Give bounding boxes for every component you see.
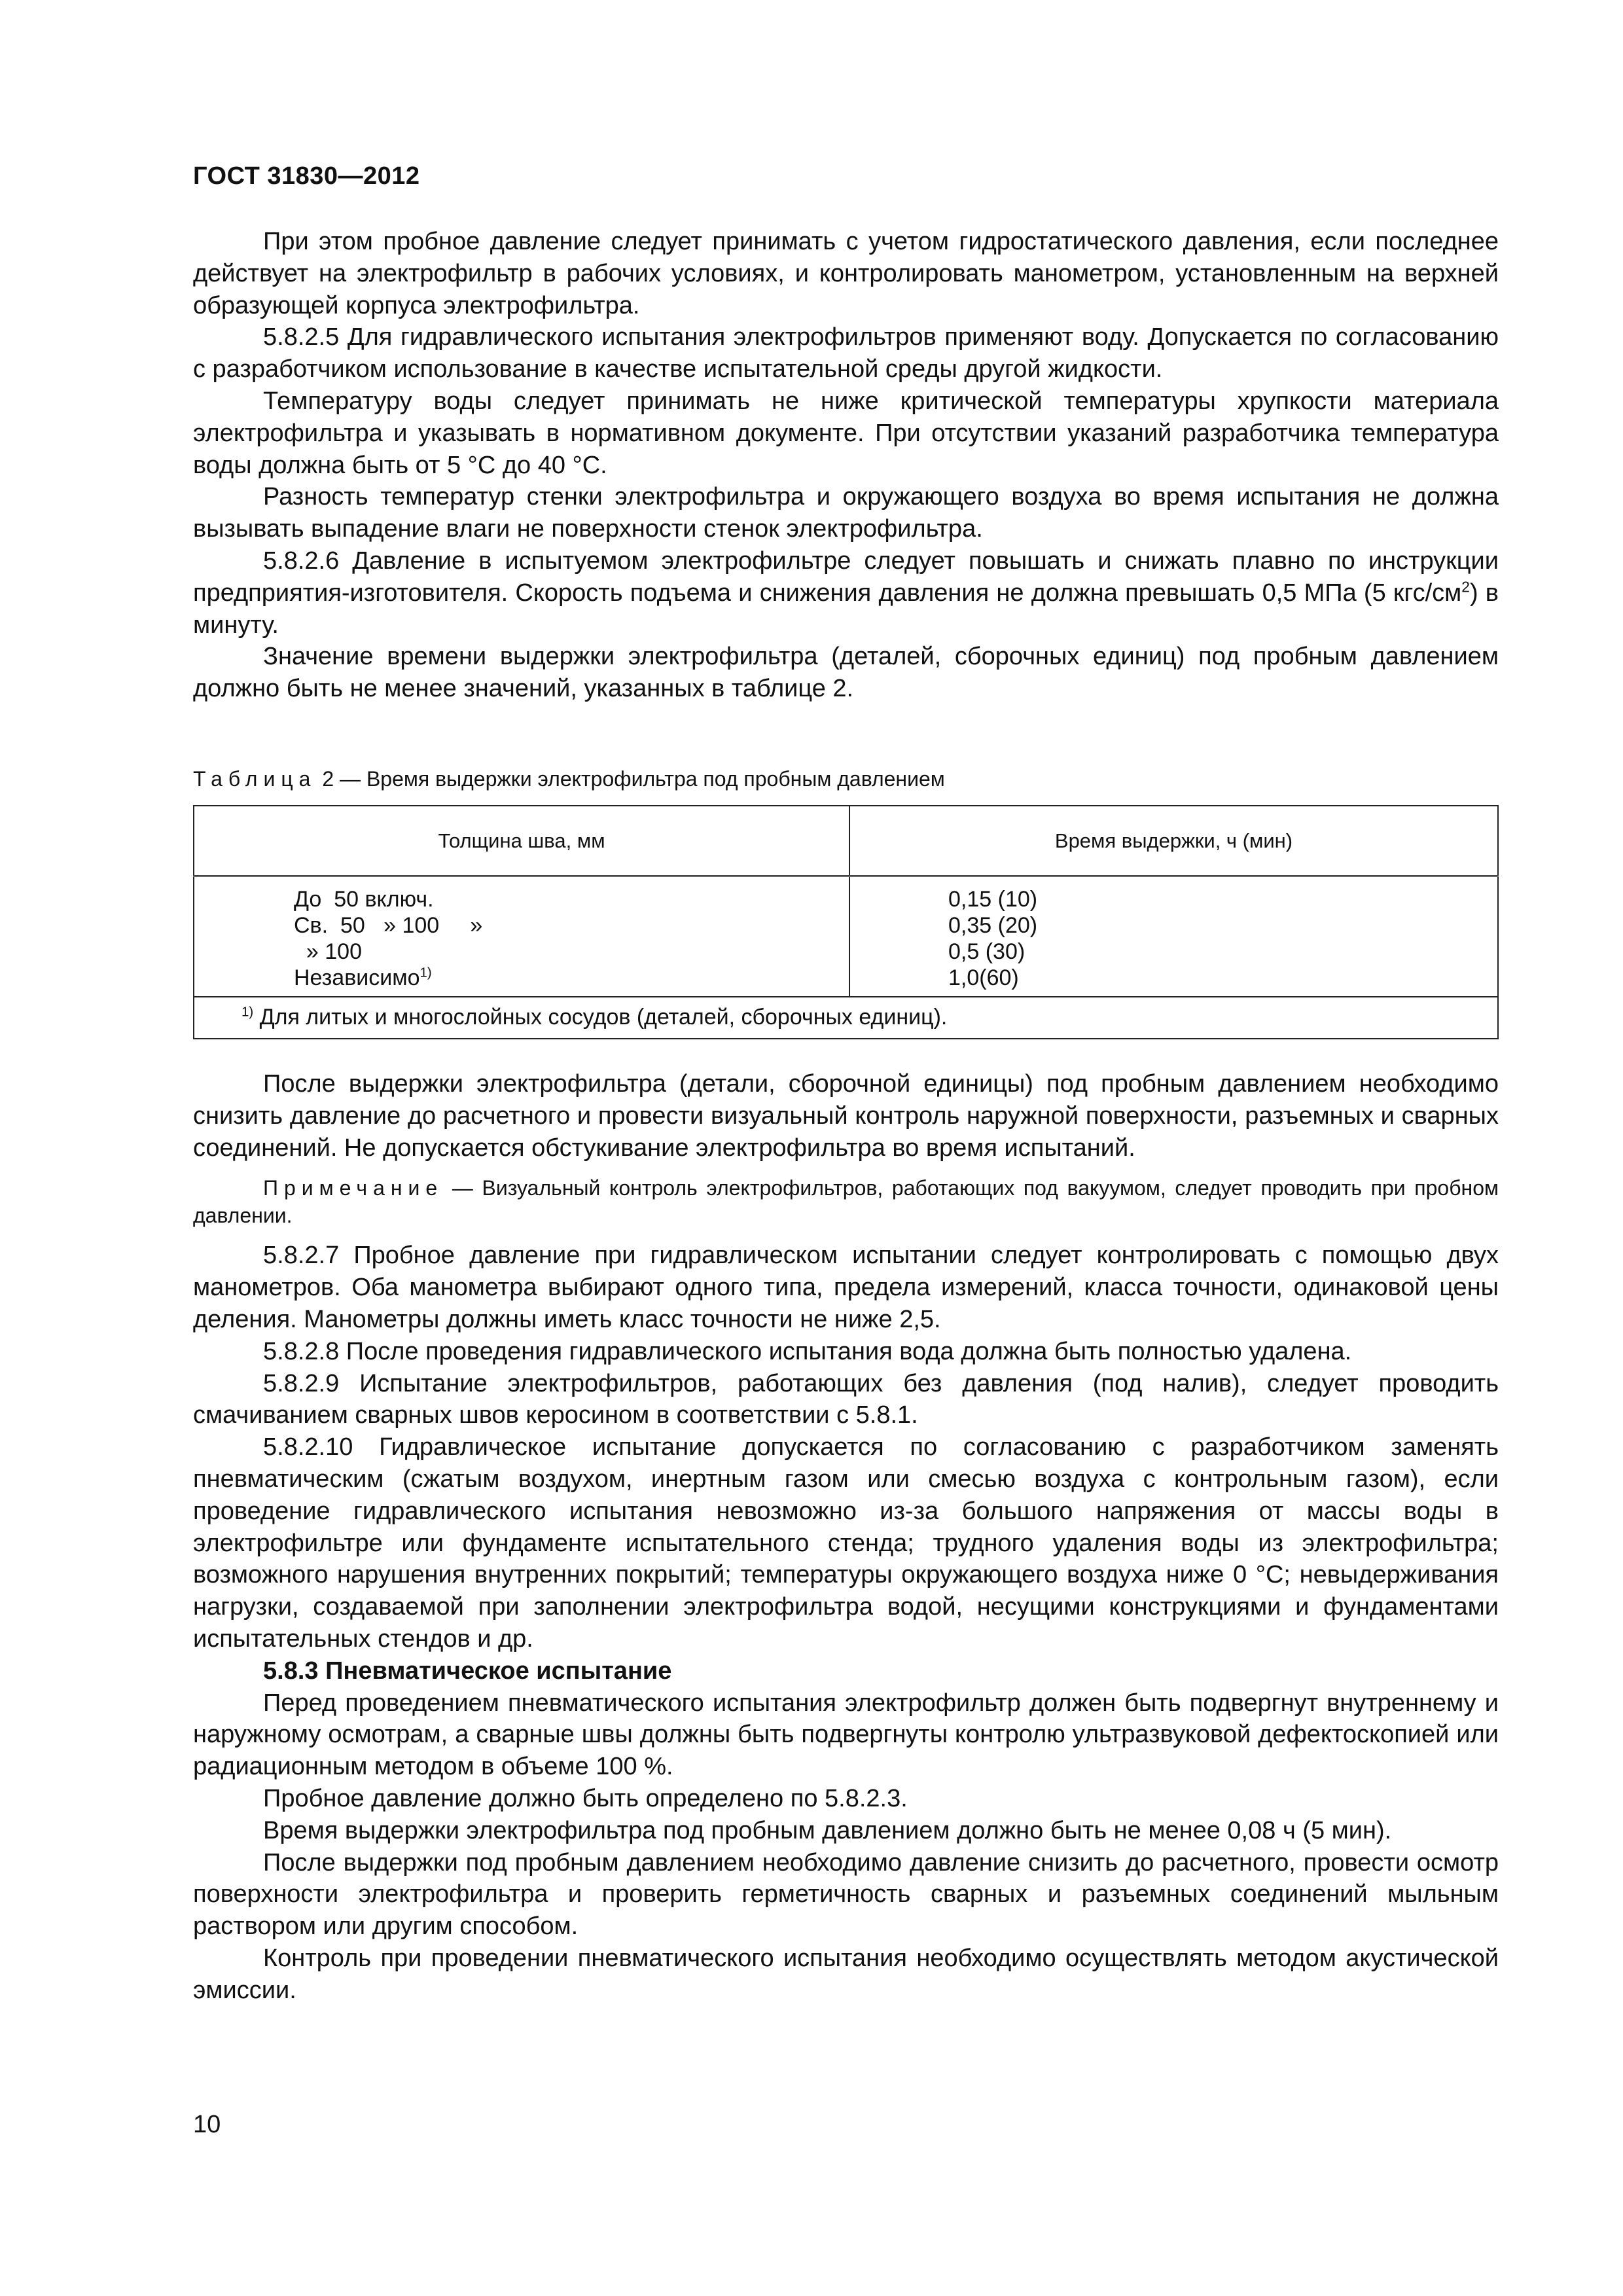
table-footnote [194,997,1498,1039]
table-caption-text: 2 — Время выдержки электрофильтра под пробным давлением [316,767,945,791]
footnote-text: Для литых и многослойных сосудов (деталей, сборочных единиц). [253,1005,948,1030]
text-fragment: ) в минуту. [193,579,1499,639]
note-label: Примечание [263,1176,444,1200]
page-number: 10 [193,2111,221,2138]
column-header: Время выдержки, ч (мин) [849,806,1498,876]
paragraph-5-8-2-7: 5.8.2.7 Пробное давление при гидравлическом испытании следует контролировать с помощью двух манометров. Оба манометра выбирают одного типа, предела измерений, класса точности, одинаковой цены деления. Манометры должны иметь класс точности не ниже 2,5. [193,1242,1499,1333]
table-row [194,876,1498,997]
cell-line: 0,5 (30) [948,939,1026,964]
paragraph: Температуру воды следует принимать не ниже критической температуры хрупкости материала электрофильтра и указывать в нормативном документе. При отсутствии указаний разработчика температура воды должна быть от 5 °С до 40 °С. [193,387,1499,479]
cell-line: 0,35 (20) [948,913,1038,938]
note-text: — Визуальный контроль электрофильтров, работающих под вакуумом, следует проводить при пробном давлении. [193,1176,1499,1228]
page-header-standard-id: ГОСТ 31830—2012 [193,162,420,190]
footnote-mark: 1) [241,1005,254,1020]
paragraph: После выдержки под пробным давлением необходимо давление снизить до расчетного, провести осмотр поверхности электрофильтра и проверить герметичность сварных и разъемных соединений мыльным раствором или другим способом. [193,1848,1499,1941]
text-fragment: 5.8.2.6 Давление в испытуемом электрофильтре следует повышать и снижать плавно по инструкции предприятия-изготовителя. Скорость подъема и снижения давления не должна превышать 0,5 МПа (5 кгс/см [193,547,1499,607]
cell-line: 0,15 (10) [948,887,1038,912]
paragraph-5-8-2-9: 5.8.2.9 Испытание электрофильтров, работающих без давления (под налив), следует проводить смачиванием сварных швов керосином в соответствии с 5.8.1. [193,1369,1499,1429]
paragraph: При этом пробное давление следует принимать с учетом гидростатического давления, если последнее действует на электрофильтр в рабочих условиях, и контролировать манометром, установленным на верхней образующей корпуса электрофильтра. [193,228,1499,319]
paragraph: Пробное давление должно быть определено по 5.8.2.3. [263,1784,908,1812]
paragraph: После выдержки электрофильтра (детали, сборочной единицы) под пробным давлением необходимо снизить давление до расчетного и провести визуальный контроль наружной поверхности, разъемных и сварных соединений. Не допускается обстукивание электрофильтра во время испытаний. [193,1070,1499,1162]
paragraph-5-8-2-10: 5.8.2.10 Гидравлическое испытание допускается по согласованию с разработчиком заменять пневматическим (сжатым воздухом, инертным газом или смесью воздуха с контрольным газом), если проведение гидравлического испытания невозможно из-за большого напряжения от массы воды в электрофильтре или фундаменте испытательного стенда; трудного удаления воды из электрофильтра; возможного нарушения внутренних покрытий; температуры окружающего воздуха ниже 0 °С; невыдерживания нагрузки, создаваемой при заполнении электрофильтра водой, несущими конструкциями и фундаментами испытательных стендов и др. [193,1433,1499,1653]
paragraph-5-8-2-5: 5.8.2.5 Для гидравлического испытания электрофильтров применяют воду. Допускается по согласованию с разработчиком использование в качестве испытательной среды другой жидкости. [193,323,1499,384]
note [193,1174,1499,1229]
paragraph-5-8-2-6 [193,545,1499,641]
table-cell-thickness [194,876,849,997]
paragraph: Значение времени выдержки электрофильтра (деталей, сборочных единиц) под пробным давлением должно быть не менее значений, указанных в таблице 2. [193,643,1499,703]
column-header: Толщина шва, мм [194,806,849,876]
cell-line: До 50 включ. [294,887,434,912]
cell-line: » 100 [294,939,362,964]
cell-line: Св. 50 » 100 » [294,913,483,938]
hold-time-table [193,805,1499,1039]
cell-text: Независимо [294,965,420,990]
footnote-ref: 1) [419,965,432,980]
cell-line [194,965,849,991]
main-text-top [193,226,1499,705]
table-cell-time [849,876,1498,997]
cell-line: 1,0(60) [948,965,1019,990]
paragraph: Перед проведением пневматического испытания электрофильтр должен быть подвергнут внутреннему и наружному осмотрам, а сварные швы должны быть подвергнуты контролю ультразвуковой дефектоскопией или радиационным методом в объеме 100 %. [193,1689,1499,1781]
table-caption [193,766,945,792]
main-text-bottom [193,1068,1499,2007]
paragraph: Разность температур стенки электрофильтра и окружающего воздуха во время испытания не должна вызывать выпадение влаги не поверхности стенок электрофильтра. [193,483,1499,543]
superscript: 2 [1461,578,1470,596]
paragraph-5-8-2-8: 5.8.2.8 После проведения гидравлического испытания вода должна быть полностью удалена. [263,1337,1352,1365]
table-footnote-row [194,997,1498,1039]
table-caption-label: Таблица [193,767,317,791]
paragraph: Контроль при проведении пневматического испытания необходимо осуществлять методом акустической эмиссии. [193,1944,1499,2004]
paragraph: Время выдержки электрофильтра под пробным давлением должно быть не менее 0,08 ч (5 мин). [263,1816,1392,1844]
section-heading-5-8-3: 5.8.3 Пневматическое испытание [263,1657,672,1685]
